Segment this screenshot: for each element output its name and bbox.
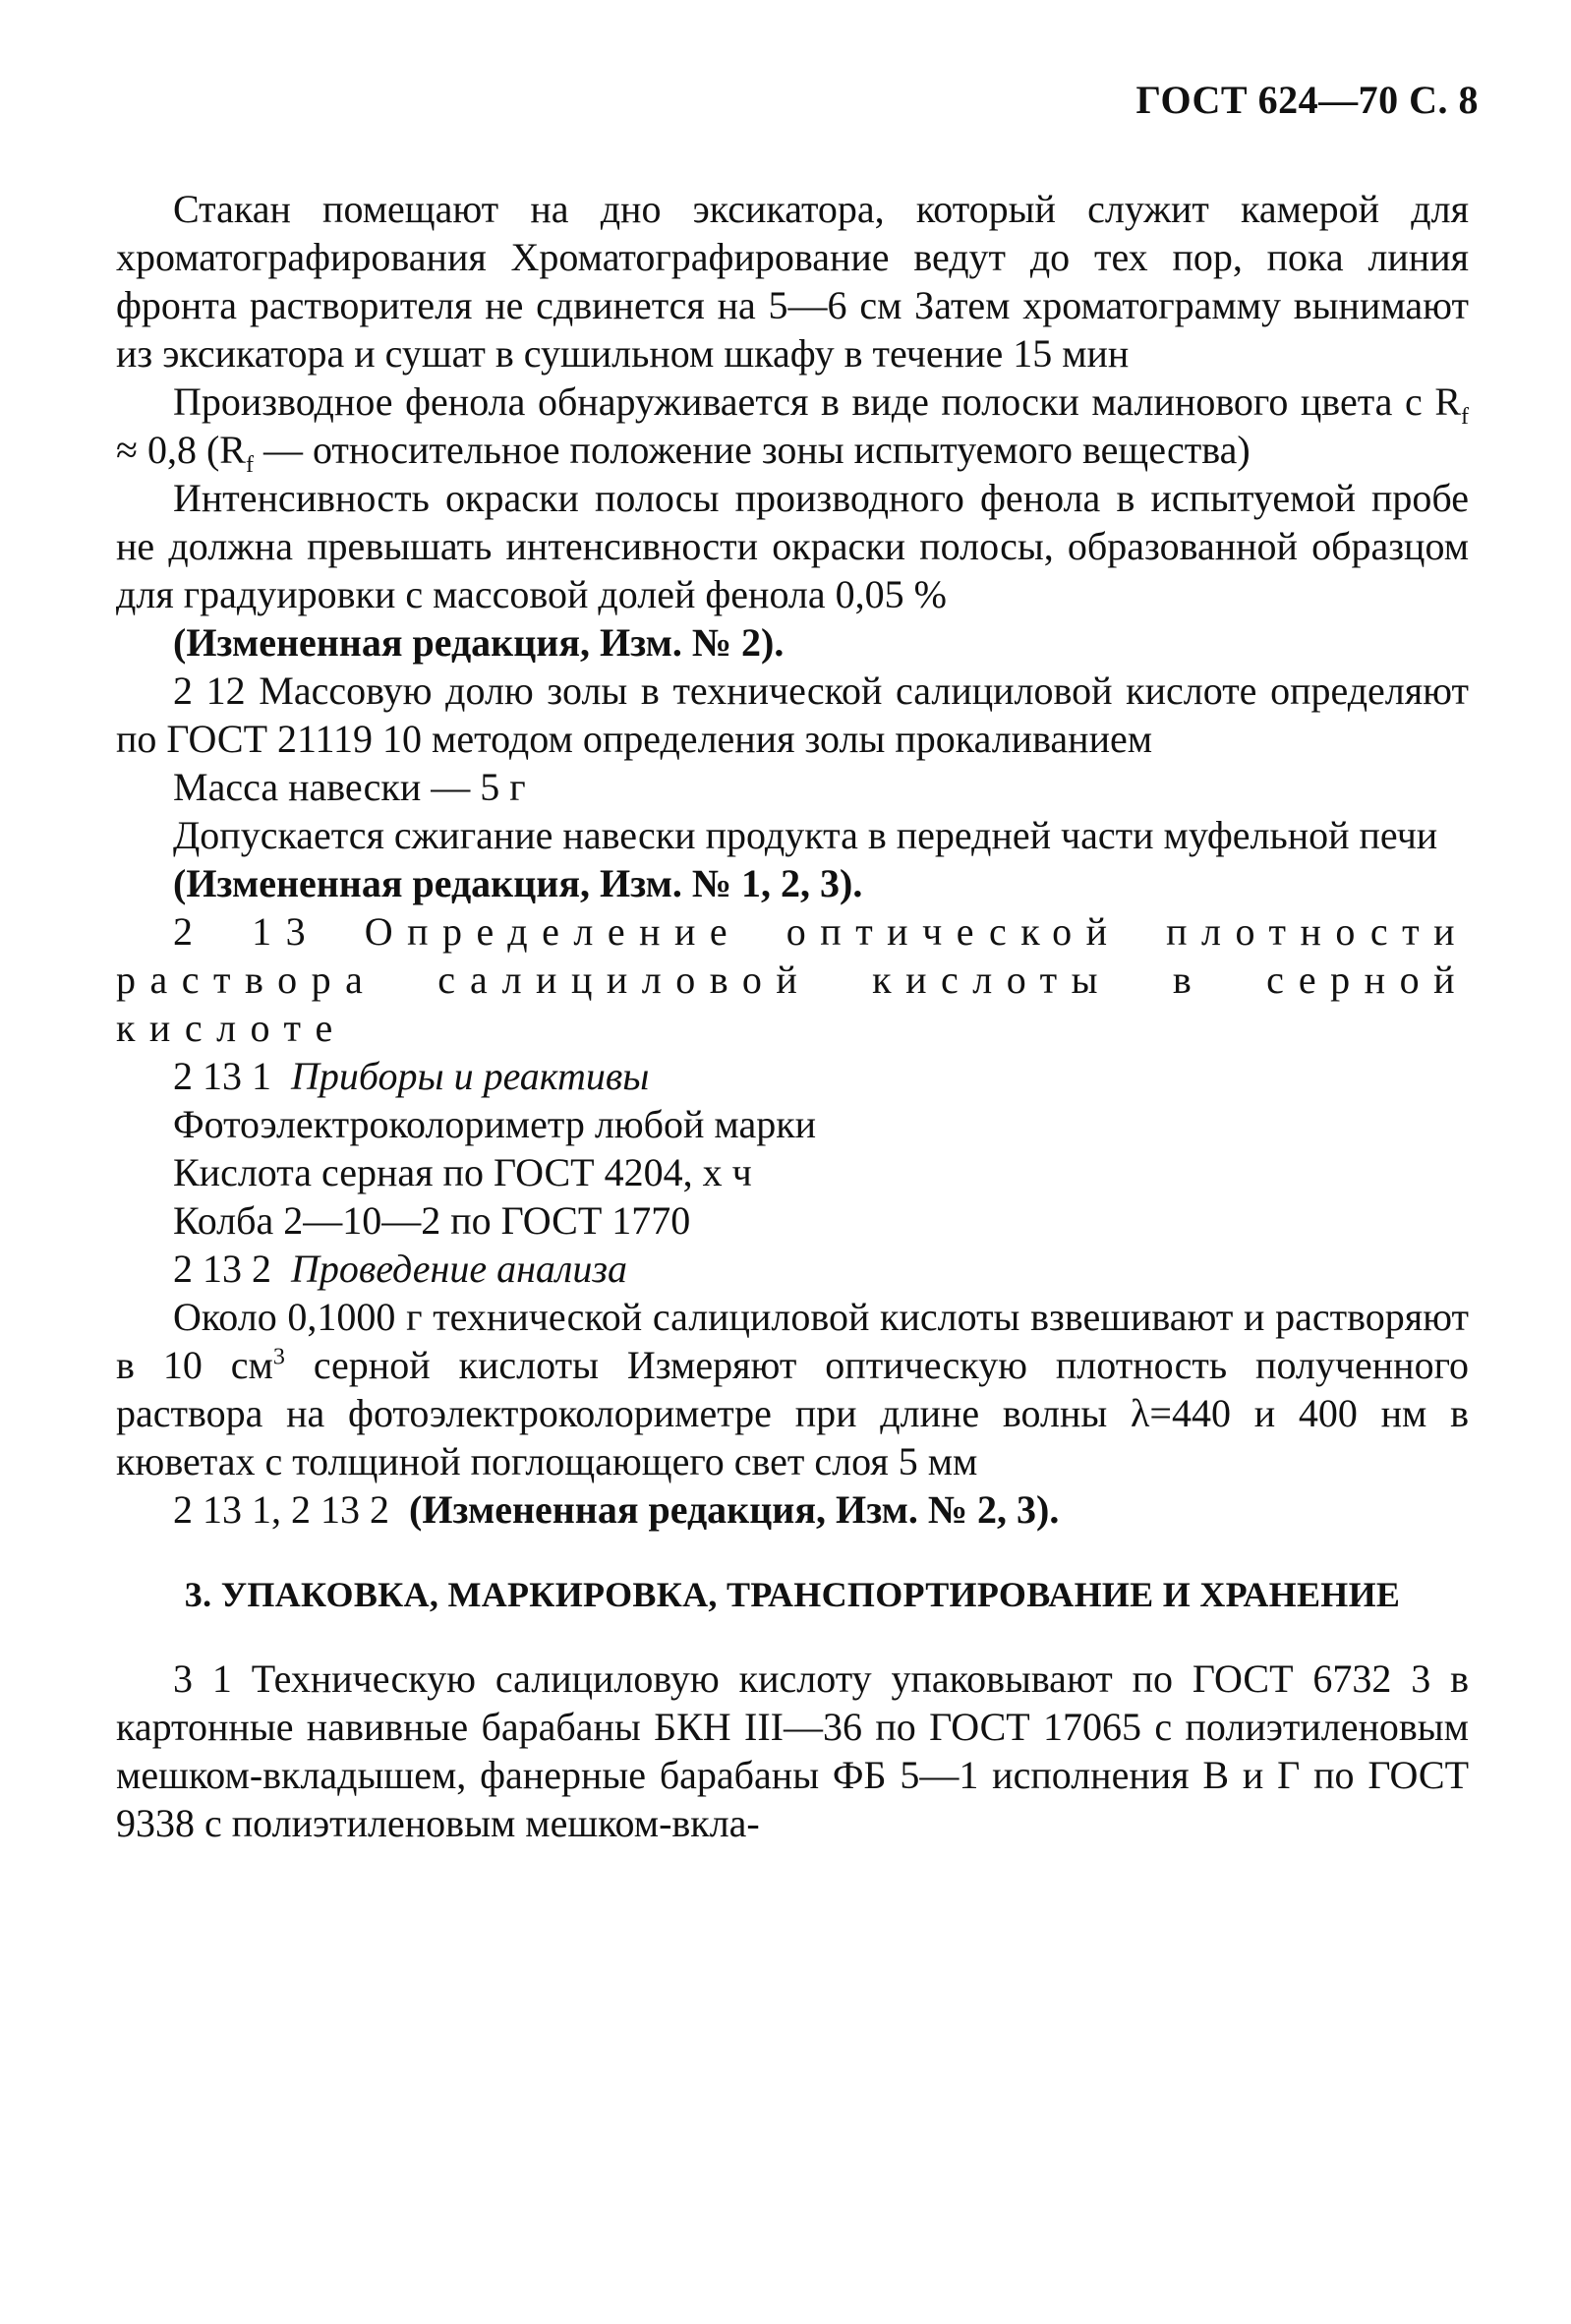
document-body bbox=[116, 185, 1469, 1847]
clause-number: 2 13 2 bbox=[173, 1247, 271, 1291]
amendment-note: (Измененная редакция, Изм. № 1, 2, 3). bbox=[173, 861, 863, 905]
list-item-flask: Колба 2—10—2 по ГОСТ 1770 bbox=[173, 1198, 691, 1243]
clause-number: 2 13 1, 2 13 2 bbox=[173, 1487, 389, 1532]
text-fragment: Около 0,1000 г технической салициловой кислоты взвешивают и растворяют в 10 см bbox=[116, 1295, 1469, 1387]
subsection-2-13-title: 2 13 Определение оптической плотности раствора салициловой кислоты в серной кислоте bbox=[116, 909, 1469, 1050]
paragraph-packaging: 3 1 Техническую салициловую кислоту упаковывают по ГОСТ 6732 3 в картонные навивные барабаны БКН III—36 по ГОСТ 17065 с полиэтиленовым мешком-вкладышем, фанерные барабаны ФБ 5—1 исполнения В и Г по ГОСТ 9338 с полиэтиленовым мешком-вкла- bbox=[116, 1656, 1469, 1845]
paragraph-sample-mass: Масса навески — 5 г bbox=[173, 765, 526, 809]
list-item-instrument: Фотоэлектроколориметр любой марки bbox=[173, 1102, 817, 1146]
paragraph-analysis bbox=[116, 1293, 1469, 1485]
paragraph-phenol-derivative bbox=[116, 378, 1469, 478]
subsection-2-13-2 bbox=[116, 1245, 1469, 1293]
text-fragment: серной кислоты Измеряют оптическую плотность полученного раствора на фотоэлектроколориметре при длине волны λ=440 и 400 нм в кюветах с толщиной поглощающего свет слоя 5 мм bbox=[116, 1343, 1469, 1483]
clause-title: Проведение анализа bbox=[291, 1247, 627, 1291]
clause-title: Приборы и реактивы bbox=[291, 1054, 650, 1098]
paragraph-2-12: 2 12 Массовую долю золы в технической салициловой кислоте определяют по ГОСТ 21119 10 методом определения золы прокаливанием bbox=[116, 668, 1469, 761]
page-header: ГОСТ 624—70 С. 8 bbox=[1135, 78, 1479, 122]
subscript: f bbox=[1461, 404, 1469, 430]
paragraph-burning: Допускается сжигание навески продукта в передней части муфельной печи bbox=[173, 813, 1438, 857]
subscript: f bbox=[245, 452, 254, 478]
text-fragment: — относительное положение зоны испытуемого вещества) bbox=[262, 428, 1251, 472]
section-heading: 3. УПАКОВКА, МАРКИРОВКА, ТРАНСПОРТИРОВАНИЕ И ХРАНЕНИЕ bbox=[184, 1575, 1401, 1614]
clause-number: 2 13 1 bbox=[173, 1054, 271, 1098]
amendment-note bbox=[116, 1485, 1469, 1534]
paragraph-chromatography: Стакан помещают на дно эксикатора, который служит камерой для хроматографирования Хроматографирование ведут до тех пор, пока линия фронта растворителя не сдвинется на 5—6 см Затем хроматограмму вынимают из эксикатора и сушат в сушильном шкафу в течение 15 мин bbox=[116, 187, 1469, 376]
superscript: 3 bbox=[272, 1344, 285, 1370]
paragraph-intensity: Интенсивность окраски полосы производного фенола в испытуемой пробе не должна превышать интенсивности окраски полосы, образованной образцом для градуировки с массовой долей фенола 0,05 % bbox=[116, 476, 1469, 616]
amendment-note: (Измененная редакция, Изм. № 2). bbox=[173, 620, 785, 665]
list-item-reagent: Кислота серная по ГОСТ 4204, х ч bbox=[173, 1150, 752, 1194]
subsection-2-13-1 bbox=[116, 1052, 1469, 1100]
text-fragment: Производное фенола обнаруживается в виде полоски малинового цвета с R bbox=[173, 379, 1461, 424]
amendment-text: (Измененная редакция, Изм. № 2, 3). bbox=[409, 1487, 1060, 1532]
text-fragment: ≈ 0,8 (R bbox=[116, 428, 246, 472]
